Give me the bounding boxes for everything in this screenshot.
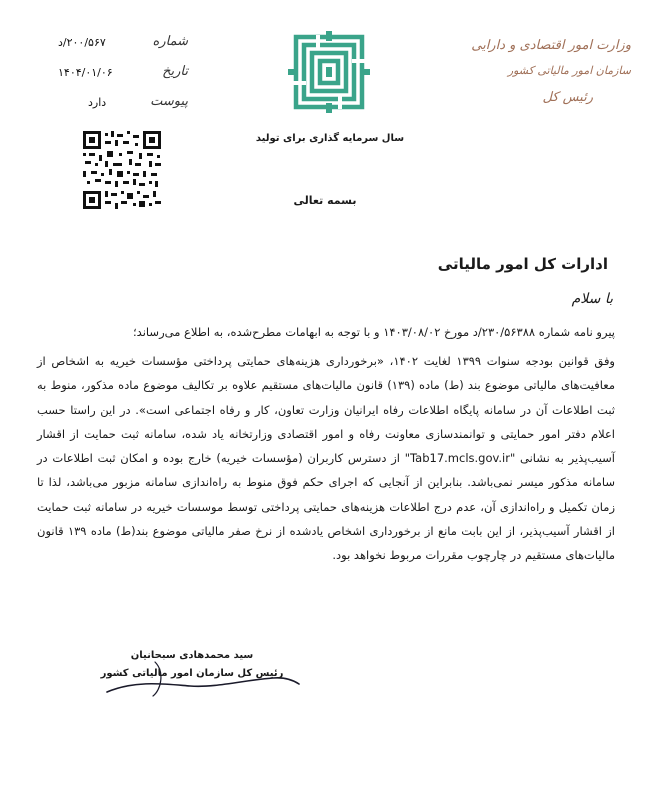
reference-attachment-label: پیوست xyxy=(150,94,188,109)
letter-paragraph-main: وفق قوانین بودجه سنوات ۱۳۹۹ لغایت ۱۴۰۲، «برخورداری هزینه‌های حمایتی پرداختی مؤسسات خیریه به اشخاص از معافیت‌های مالیاتی موضوع بند (ط) ماده (۱۳۹) قانون مالیات‌های مستقیم علاوه بر تکالیف موضوع ماده مذکور، منوط به ثبت اطلاعات آن در سامانه پایگاه اطلاعات رفاه ایرانیان وزارت تعاون، کار و رفاه اجتماعی است». در این راستا حسب اعلام دفتر امور حمایتی و توانمندسازی معاونت رفاه و امور اقتصادی وزارتخانه یاد شده، سامانه ثبت حمایت از اقشار آسیب‌پذیر به نشانی "Tab17.mcls.gov.ir" از دسترس کاربران (مؤسسات خیریه) خارج بوده و امکان ثبت اطلاعات در سامانه مذکور میسر نمی‌باشد. بنابراین از آنجایی که اجرای حکم فوق منوط به راه‌اندازی سامانه مزبور می‌باشد، لذا تا زمان تکمیل و راه‌اندازی آن، عدم درج اطلاعات هزینه‌های حمایتی پرداختی توسط موسسات خیریه در سامانه ثبت حمایت از اقشار آسیب‌پذیر، از این بابت مانع از برخورداری اشخاص یادشده از نرخ صفر مالیاتی موضوع بند(ط) ماده ۱۳۹ قانون مالیات‌های مستقیم در چارچوب مقررات مربوط نخواهد بود. xyxy=(37,354,616,563)
org-line-organization: سازمان امور مالیاتی کشور xyxy=(507,64,631,77)
reference-date-label: تاریخ xyxy=(162,64,188,79)
letter-recipient: ادارات کل امور مالیاتی xyxy=(437,255,608,273)
letter-paragraph-intro: پیرو نامه شماره ۲۳۰/۵۶۳۸۸/د مورخ ۱۴۰۳/۰۸/۰۲ و با توجه به ابهامات مطرح‌شده، به اطلاع می‌رساند؛ xyxy=(133,325,615,339)
reference-attachment-row xyxy=(58,94,188,114)
qr-code xyxy=(83,131,161,209)
letter-salutation: با سلام xyxy=(571,291,613,307)
org-line-ministry: وزارت امور اقتصادی و دارایی xyxy=(471,38,631,53)
org-line-head: رئیس کل xyxy=(542,90,593,105)
bismillah-heading: بسمه تعالی xyxy=(293,194,357,207)
reference-number-value: ۲۰۰/۵۶۷/د xyxy=(58,36,106,49)
reference-date-row xyxy=(58,64,188,84)
signatory-title: رئیس کل سازمان امور مالیاتی کشور xyxy=(100,668,284,679)
organization-logo-icon xyxy=(288,31,370,113)
reference-number-row xyxy=(58,34,188,54)
reference-number-label: شماره xyxy=(152,34,188,49)
reference-attachment-value: دارد xyxy=(88,96,107,109)
reference-date-value: ۱۴۰۴/۰۱/۰۶ xyxy=(58,66,113,79)
year-motto: سال سرمایه گذاری برای تولید xyxy=(255,133,405,144)
signatory-name: سید محمدهادی سبحانیان xyxy=(130,650,254,661)
